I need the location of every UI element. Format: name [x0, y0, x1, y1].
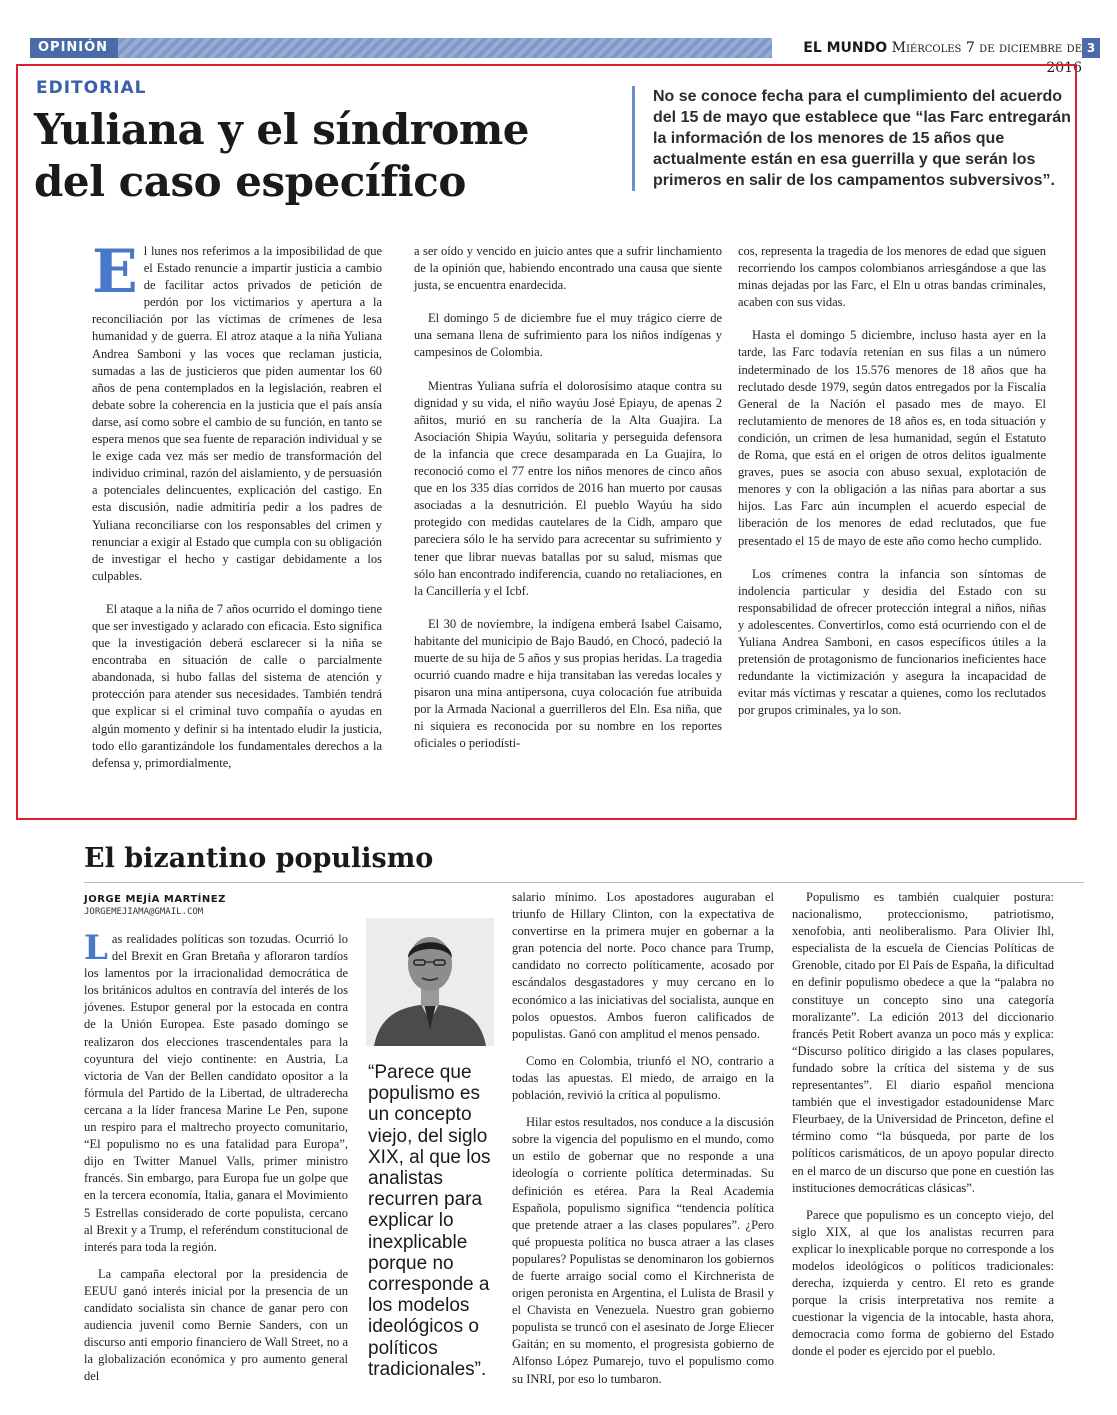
paragraph: a ser oído y vencido en juicio antes que a sufrir linchamiento de la opinión que, habiendo encontrado una causa que siente justa, se encuentra enardecida. [414, 244, 722, 293]
paper-name: EL MUNDO [803, 40, 888, 56]
drop-cap: L [84, 928, 108, 968]
paragraph: El domingo 5 de diciembre fue el muy trágico cierre de una semana llena de sufrimiento para los niños indígenas y campesinos de Colombia. [414, 311, 722, 360]
paragraph: Hasta el domingo 5 diciembre, incluso hasta ayer en la tarde, las Farc todavía retenían en sus filas a un número indeterminado de los 15.576 menores de 18 años que ha reclutado desde 1979, según datos entregados por la Fiscalía General de la Nación el pasado mes de mayo. El reclutamiento de menores de 18 años es, en toda situación y condición, un crimen de lesa humanidad, según el Estatuto de Roma, que está en el origen de otros delitos igualmente graves, pues se asocia con abuso sexual, explotación de menores y con la obligación a las niñas para abortar a sus hijos. Las Farc aún incumplen el acuerdo especial de liberación de los menores de edad reclutados, que fue presentado el 15 de mayo de este año como hecho cumplido. [738, 328, 1046, 548]
editorial-pullquote: No se conoce fecha para el cumplimiento del acuerdo del 15 de mayo que establece que “las Farc entregarán la información de los menores de 15 años que actualmente están en esa guerrilla y que serán los primeros en salir de los campamentos subversivos”. [632, 86, 1073, 191]
paragraph: Los crímenes contra la infancia son síntomas de indolencia particular y desidia del Estado con su responsabilidad de ofrecer protección integral a niños, niñas y adolescentes. Convertirlos, como está ocurriendo con el de Yuliana Andrea Samboni, en casos específicos útiles a la pretensión de protagonismo de funcionarios ineficientes hace redundante la victimización y asegura la incapacidad de evitar más víctimas y rescatar a quienes, como los reclutados por grupos criminales, ya lo son. [738, 566, 1046, 718]
editorial-headline [34, 104, 634, 208]
paragraph: salario mínimo. Los apostadores auguraban el triunfo de Hillary Clinton, con la expectativa de convertirse en la primera mujer en gobernar a la gran potencia del norte. Poco chance para Trump, candidato no correcto políticamente, acosado por escándalos desgastadores y muy cercano en lo económico a las iniciativas del socialista, aunque en polos opuestos. Ambos fueron calificados de populistas. Ganó con amplitud el menos pensado. [512, 890, 774, 1041]
article-column-1 [84, 928, 348, 1395]
paragraph [84, 928, 348, 1256]
paragraph: Hilar estos resultados, nos conduce a la discusión sobre la vigencia del populismo en el mundo, como un estilo de gobernar que no responde a una ideología o corriente política determinadas. Su definición es etérea. Para la Real Academia Española, populismo significa “tendencia política que pretende atraer a las clases populares”. ¿Pero qué propuesta política no busca atraer a las clases populares? Populistas se denominaron los gobiernos de fuerte arraigo social como el Kirchnerista de origen peronista en Argentina, el Lulista de Brasil y el Chavista en Venezuela. Nuestro gran gobierno populista se truncó con el asesinato de Jorge Eliecer Gaitán; en su momento, el progresista gobierno de Alfonso López Pumarejo, tuvo el populismo como su INRI, por eso lo tumbaron. [512, 1115, 774, 1386]
paragraph: El ataque a la niña de 7 años ocurrido el domingo tiene que ser investigado y aclarado con eficacia. Esto significa que la investigación deberá esclarecer si la niña se encontraba en situación de calle o parcialmente abandonada, si hubo fallas del sistema de atención y protección para atender sus necesidades. También tendrá que explicar si el criminal tuvo compañía o ayudas en algún momento y definir si ha intentado eludir la justicia, todo ello garantizándole los fundamentales derechos a la defensa y, primordialmente, [92, 601, 382, 770]
paragraph: El 30 de noviembre, la indígena emberá Isabel Caisamo, habitante del municipio de Bajo Baudó, en Chocó, padeció la muerte de su hija de 5 años y sus propias heridas. La tragedia ocurrió cuando madre e hija transitaban las veredas locales y pisaron una mina antipersona, cuya colocación fue atribuida por la Armada Nacional a guerrilleros del Eln. Esa niña, que ni siquiera es reconocida por su nombre en los reportes oficiales o periodísti- [414, 616, 722, 751]
divider [84, 882, 1084, 883]
editorial-column-1 [92, 237, 382, 788]
paragraph [92, 237, 382, 585]
paragraph: Mientras Yuliana sufría el dolorosísimo ataque contra su dignidad y su vida, el niño wayúu José Epiayu, de apenas 2 añitos, murió en su ranchería de la Alta Guajira. La Asociación Shipia Wayúu, solitaria y perseguida defensora de la infancia que crece desamparada en La Guajira, lo reconoció como el 77 entre los niños menores de cinco años que en los 335 días corridos de 2016 han muerto por causas asociadas a la desnutrición. El pueblo Wayúu ha sido protegido con medidas cautelares de la Cidh, amparo que pareciera sólo le ha servido para acrecentar su sufrimiento y tener que librar nuevas batallas por su salud, mismas que sólo han encontrado indiferencia, cuando no retaliaciones, en la Cancillería y el Icbf. [414, 378, 722, 598]
masthead [782, 38, 1082, 76]
paragraph-text: l lunes nos referimos a la imposibilidad de que el Estado renuncie a impartir justicia a cambio de facilitar actos privados de petición de perdón por los victimarios y apertura a la reconciliación por las víctimas de crímenes de lesa humanidad y de guerra. El atroz ataque a la niña Yuliana Andrea Samboni y las voces que reclaman justicia, sumadas a las de justicieros que piden aumentar los 60 años de pena contemplados en la legislación, reabren el debate sobre la coherencia en la justicia que el país ansía darse, así como sobre el cambio de su función, en tanto se espera menos que sea fuente de reparación individual y se le exige cada vez más ser medio de transformación del individuo criminal, razón del aislamiento, y de persuasión a potenciales delincuentes, explicación del castigo. En esta discusión, nadie admitiría pedir a los padres de Yuliana reconciliarse con los responsables del crimen y renunciar a exigir al Estado que cumpla con su obligación de investigar el hecho y castigar debidamente a los culpables. [92, 244, 382, 583]
page-number: 3 [1082, 38, 1100, 58]
section-label: OPINIÓN [30, 38, 118, 58]
paragraph: La campaña electoral por la presidencia de EEUU ganó interés inicial por la presencia de un candidato socialista sin chance de ganar pero con audiencia juvenil como Bernie Sanders, con un discurso anti emporio financiero de Wall Street, no a la globalización económica y pro aumento general del [84, 1266, 348, 1384]
author-portrait-icon [366, 918, 494, 1046]
issue-date: Miércoles 7 de diciembre de 2016 [891, 40, 1082, 76]
article-title: El bizantino populismo [84, 843, 434, 874]
headline-line-2: del caso específico [34, 157, 466, 206]
headline-line-1: Yuliana y el síndrome [34, 105, 529, 154]
section-band [30, 38, 772, 58]
author-email: JORGEMEJIAMA@GMAIL.COM [84, 907, 204, 917]
paragraph: Como en Colombia, triunfó el NO, contrario a todas las apuestas. El miedo, de arraigo en la población, revivió la crítica al populismo. [512, 1053, 774, 1103]
paragraph-text: as realidades políticas son tozudas. Ocurrió lo del Brexit en Gran Bretaña y afloraron tardíos los lamentos por la irracionalidad democrática de los británicos adultos en contravía del interés de los jóvenes. Estupor general por la estocada en contra de la Unión Europea. Este pasado domingo se realizaron dos elecciones trascendentales para la coyuntura del viejo continente: en Austria, La victoria de Van der Bellen candidato opositor a la fórmula del Partido de la Libertad, de ultraderecha cercana a la líder francesa Marine Le Pen, supone un respiro para el maltrecho proyecto comunitario, “El populismo no es una fatalidad para Europa”, dijo en Twitter Manuel Valls, primer ministro francés. Sin embargo, para Europa fue un golpe que en la tercera economía, Italia, ganara el Movimiento 5 Estrellas considerado de corte populista, cercano al Brexit y a Trump, el referéndum constitucional de interés para toda la región. [84, 932, 348, 1254]
article-column-3 [792, 889, 1054, 1371]
editorial-kicker: EDITORIAL [36, 78, 147, 98]
drop-cap: E [92, 237, 138, 307]
editorial-column-2 [414, 243, 722, 769]
author-photo [366, 918, 494, 1046]
paragraph: Populismo es también cualquier postura: nacionalismo, proteccionismo, patriotismo, xenofobia, anti neoliberalismo. Para Olivier Ihl, especialista de la escuela de Ciencias Políticas de Grenoble, citado por El País de España, la dificultad en definir populismo obedece a que la “palabra no constituye un concepto sino una categoría moralizante”. La edición 2013 del diccionario francés Petit Robert avanza un poco más y explica: “Discurso político dirigido a las clases populares, fundado sobre la crítica del sistema y de sus representantes”. El diario español menciona también que el investigador estadounidense Marc Fleurbaey, de la Universidad de Princeton, define el término como “la búsqueda, por parte de los políticos carismáticos, de un apoyo popular directo en el marco de un discurso que pone en cuestión las instituciones democráticas clásicas”. [792, 890, 1054, 1195]
article-pullquote: “Parece que populismo es un concepto viejo, del siglo XIX, al que los analistas recurren para explicar lo inexplicable porque no corresponde a los modelos ideológicos o políticos tradicionales”. [368, 1062, 491, 1380]
author-byline: JORGE MEJÍA MARTÍNEZ [84, 894, 226, 905]
editorial-column-3 [738, 243, 1046, 735]
paragraph: cos, representa la tragedia de los menores de edad que siguen recorriendo los campos colombianos arriesgándose a que las minas dejadas por las Farc, el Eln u otras bandas criminales, acaben con sus vidas. [738, 244, 1046, 310]
paragraph: Parece que populismo es un concepto viejo, del siglo XIX, al que los analistas recurren para explicar lo inexplicable porque no corresponde a los modelos ideológicos o políticos tradicionales: derecha, izquierda y centro. El reto es grande porque la crisis interpretativa nos remite a cuestionar la vigencia de la intocable, hasta ahora, democracia como forma de gobierno del Estado donde el poder es ejercido por el pueblo. [792, 1207, 1054, 1359]
article-column-2 [512, 889, 774, 1398]
